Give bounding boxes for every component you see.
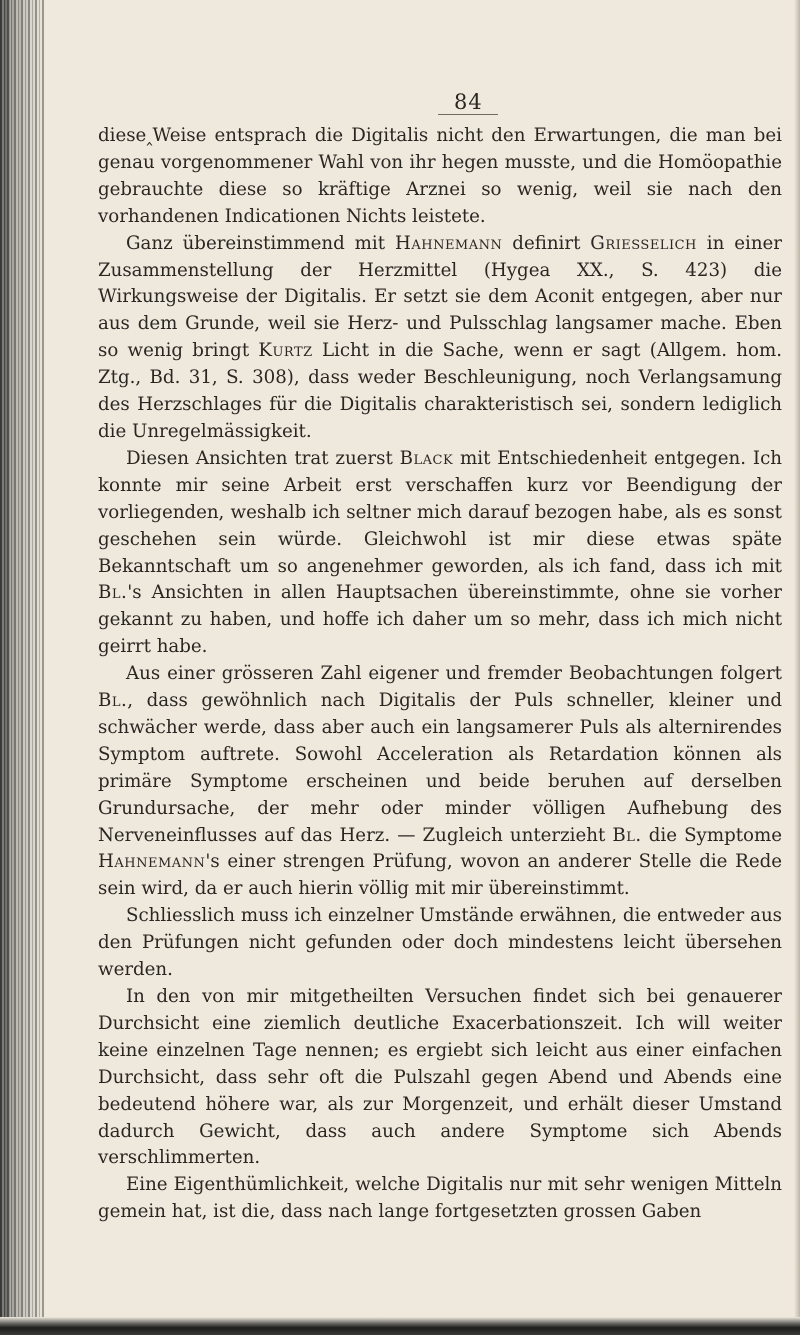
author-name: Griesselich xyxy=(590,232,697,254)
text-run: Ganz übereinstimmend mit xyxy=(126,232,395,254)
author-name: Bl. xyxy=(612,824,642,846)
text-run: definirt xyxy=(502,232,591,254)
text-run: , dass gewöhnlich nach Digitalis der Puls schneller, kleiner und schwächer werde, dass aber auch ein langsamerer Puls als alternirendes Symptom auftrete. Sowohl Acceleration als Retardation können als primäre Symptome erscheinen und beide beruhen auf derselben Grundursache, der mehr oder minder völligen Aufhebung des Nerveneinflusses auf das Herz. — Zugleich unterzieht xyxy=(98,690,782,846)
text-run: Aus einer grösseren Zahl eigener und fremder Beobachtungen folgert xyxy=(126,663,782,685)
author-name: Bl. xyxy=(98,690,128,712)
author-name: Bl. xyxy=(98,582,128,604)
text-run: in einer Zusammenstellung der Herzmittel (Hygea XX., S. 423) die Wirkungsweise der Digitalis. Er setzt sie dem Aconit entgegen, aber nur aus dem Grunde, weil sie Herz- und Pulsschlag langsamer mache. Eben so wenig bringt xyxy=(98,232,782,362)
text-run: die Symptome xyxy=(641,824,782,846)
paragraph-3 xyxy=(98,446,782,661)
page-number-underline xyxy=(438,114,498,115)
author-name: Hahnemann xyxy=(98,851,206,873)
paragraph-1 xyxy=(98,123,782,231)
paragraph-5 xyxy=(98,903,782,984)
scan-bottom-band xyxy=(0,1317,800,1335)
text-run: In den von mir mitgetheilten Versuchen findet sich bei genauerer Durchsicht eine ziemlich deutliche Exacerbationszeit. Ich will weiter keine einzelnen Tage nennen; es ergiebt sich leicht aus einer einfachen Durchsicht, dass sehr oft die Pulszahl gegen Abend und Abends eine bedeutend höhere war, als zur Morgenzeit, und erhält dieser Umstand dadurch Gewicht, dass auch andere Symptome sich Abends verschlimmerten. xyxy=(98,986,782,1169)
text-run: Licht in die Sache, wenn er sagt (Allgem. hom. Ztg., Bd. 31, S. 308), dass weder Beschleunigung, noch Verlangsamung des Herzschlages für die Digitalis charakteristisch sei, sondern lediglich die Unregelmässigkeit. xyxy=(98,340,782,442)
author-name: Black xyxy=(399,447,454,469)
text-run: diese‸Weise entsprach die Digitalis nicht den Erwartungen, die man bei genau vorgenommener Wahl von ihr hegen musste, und die Homöopathie gebrauchte diese so kräftige Arznei so wenig, weil sie nach den vorhandenen Indicationen Nichts leistete. xyxy=(98,125,782,227)
author-name: Hahnemann xyxy=(394,232,503,254)
paragraph-7 xyxy=(98,1172,782,1226)
text-run: Schliesslich muss ich einzelner Umstände erwähnen, die entweder aus den Prüfungen nicht gefunden oder doch mindestens leicht übersehen werden. xyxy=(98,905,782,981)
text-run: mit Entschiedenheit entgegen. Ich konnte mir seine Arbeit erst verschaffen kurz vor Beendigung der vorliegenden, weshalb ich seltner mich darauf bezogen habe, als es sonst geschehen sein würde. Gleichwohl ist mir diese etwas späte Bekanntschaft um so angenehmer geworden, als ich fand, dass ich mit xyxy=(98,447,782,577)
scan-gutter xyxy=(0,0,44,1335)
author-name: Kurtz xyxy=(258,340,313,362)
text-run: Eine Eigenthümlichkeit, welche Digitalis nur mit sehr wenigen Mitteln gemein hat, ist die, dass nach lange fortgesetzten grossen Gaben xyxy=(98,1174,782,1223)
text-run: Diesen Ansichten trat zuerst xyxy=(126,447,400,469)
paragraph-2 xyxy=(98,231,782,446)
body-text xyxy=(98,123,782,1226)
scan-right-edge xyxy=(794,0,800,1335)
text-run: 's einer strengen Prüfung, wovon an anderer Stelle die Rede sein wird, da er auch hierin völlig mit mir übereinstimmt. xyxy=(98,851,782,900)
page-number: 84 xyxy=(454,90,483,114)
paragraph-4 xyxy=(98,661,782,903)
paragraph-6 xyxy=(98,984,782,1172)
text-run: 's Ansichten in allen Hauptsachen übereinstimmte, ohne sie vorher gekannt zu haben, und hoffe ich daher um so mehr, dass ich mich nicht geirrt habe. xyxy=(98,582,782,658)
